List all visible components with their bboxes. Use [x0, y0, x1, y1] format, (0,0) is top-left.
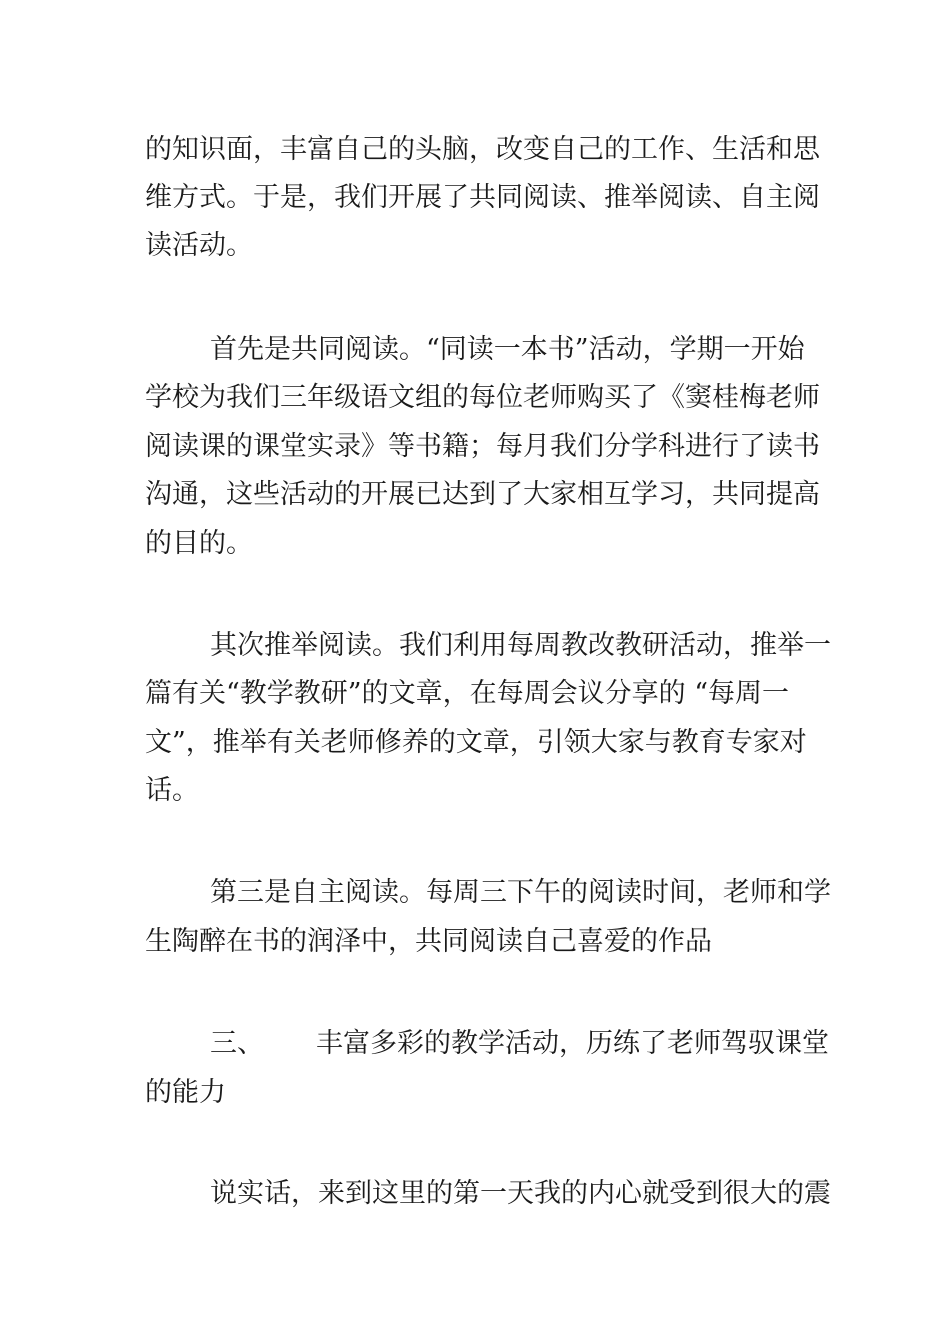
paragraph-3-line-1: 其次推举阅读。我们利用每周教改教研活动，推举一 — [210, 630, 831, 661]
paragraph-2-line-3: 阅读课的课堂实录》等书籍；每月我们分学科进行了读书 — [145, 431, 820, 462]
paragraph-3-line-3: 文”，推举有关老师修养的文章，引领大家与教育专家对 — [145, 727, 807, 758]
paragraph-3-line-2: 篇有关“教学教研”的文章，在每周会议分享的 “每周一 — [145, 678, 789, 709]
paragraph-1-line-2: 维方式。于是，我们开展了共同阅读、推举阅读、自主阅 — [145, 182, 820, 213]
paragraph-4-line-1: 第三是自主阅读。每周三下午的阅读时间，老师和学 — [210, 877, 831, 908]
section-heading-text: 丰富多彩的教学活动，历练了老师驾驭课堂 — [316, 1028, 829, 1059]
paragraph-2-line-5: 的目的。 — [145, 528, 253, 559]
paragraph-2-line-4: 沟通，这些活动的开展已达到了大家相互学习，共同提高 — [145, 479, 820, 510]
paragraph-2-line-1: 首先是共同阅读。“同读一本书”活动，学期一开始 — [210, 334, 805, 365]
paragraph-1-line-1: 的知识面，丰富自己的头脑，改变自己的工作、生活和思 — [145, 134, 820, 165]
paragraph-1-line-3: 读活动。 — [145, 230, 253, 261]
section-heading-continuation: 的能力 — [145, 1077, 226, 1108]
paragraph-2-line-2: 学校为我们三年级语文组的每位老师购买了《窦桂梅老师 — [145, 382, 820, 413]
paragraph-5-line-1: 说实话，来到这里的第一天我的内心就受到很大的震 — [210, 1178, 831, 1209]
section-heading-number: 三、 — [210, 1028, 264, 1059]
paragraph-3-line-4: 话。 — [145, 775, 199, 806]
paragraph-4-line-2: 生陶醉在书的润泽中，共同阅读自己喜爱的作品 — [145, 926, 712, 957]
